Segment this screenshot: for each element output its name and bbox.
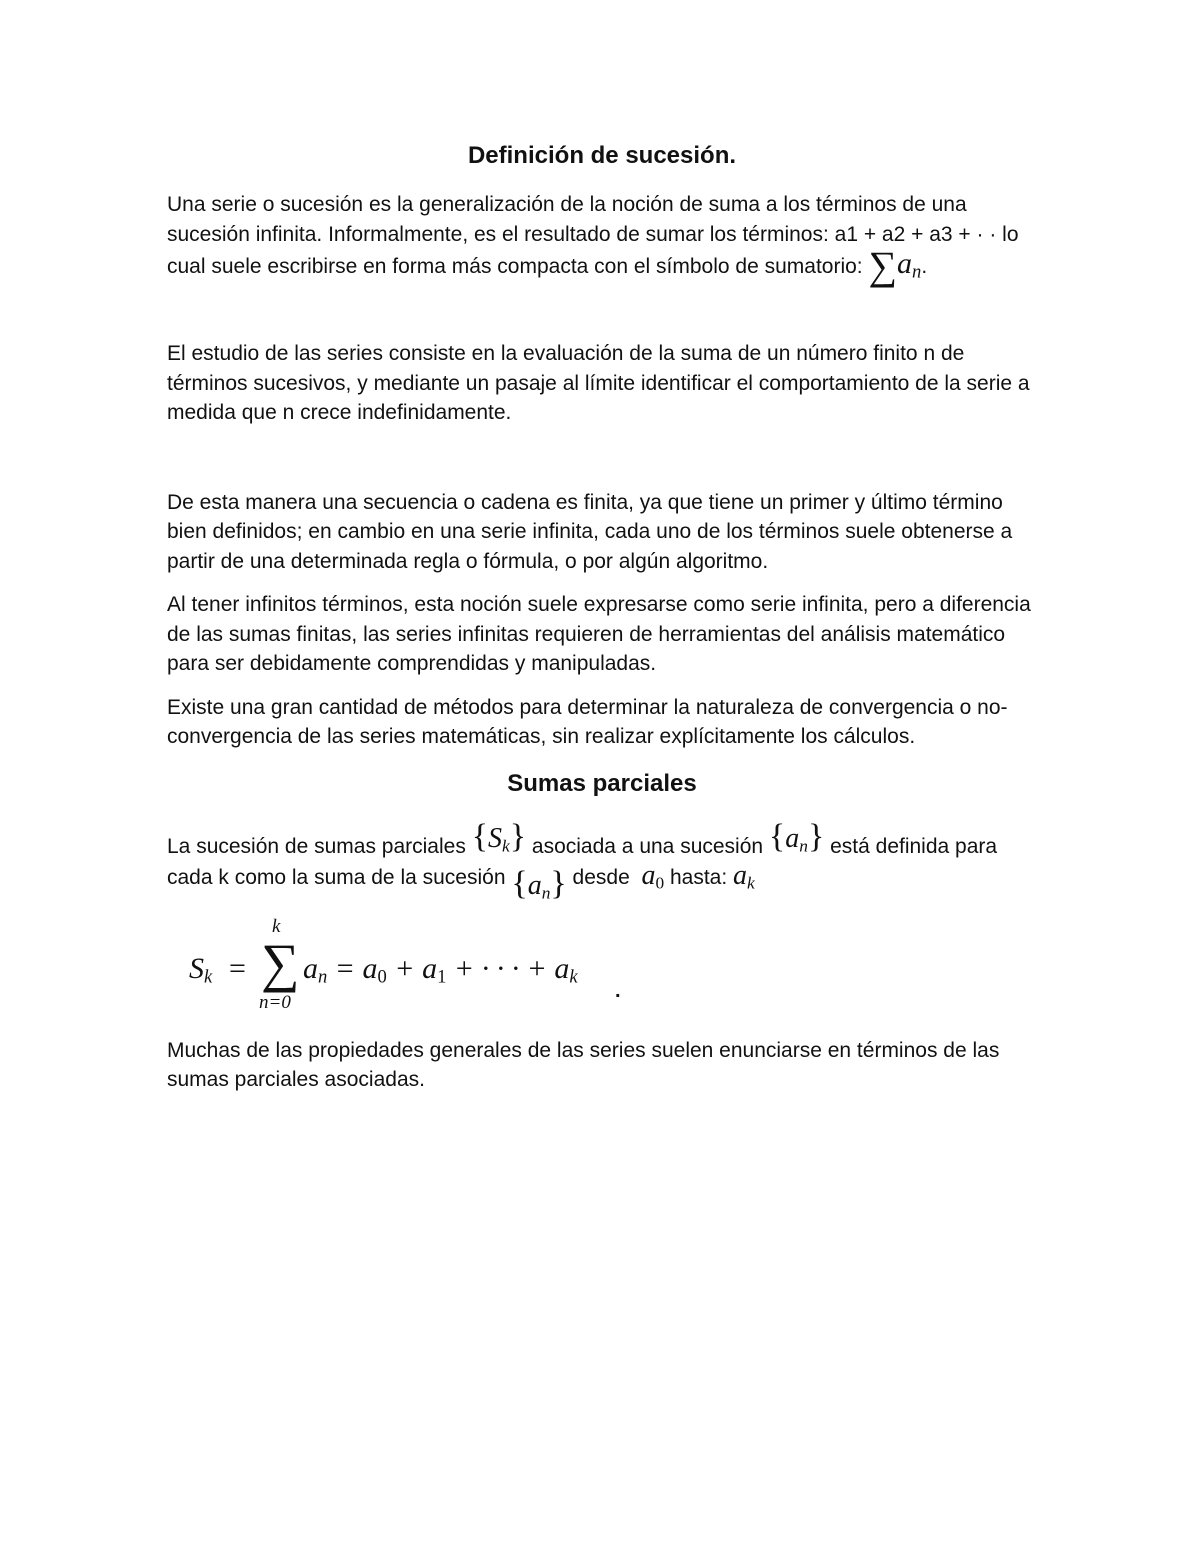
document-page [167, 138, 1037, 1095]
sumas-text-c: está definida para cada k como la suma de la sucesión [167, 834, 998, 890]
inline-term-a [897, 247, 922, 283]
math-set-an: $\{a_n\}$ [768, 817, 825, 855]
paragraph-propiedades: Muchas de las propiedades generales de las series suelen enunciarse en términos de las sumas parciales asociadas. [167, 1038, 1000, 1092]
period: . [921, 255, 928, 278]
formula-upper-limit: k [272, 915, 281, 937]
paragraph-infinitos-terminos: Al tener infinitos términos, esta noción suele expresarse como serie infinita, pero a diferencia de las sumas finitas, las series infinitas requieren de herramientas del análisis matemático para ser debidamente comprendidas y manipuladas. [167, 593, 1031, 676]
math-a0: $a_0$ [641, 860, 665, 893]
math-set-Sk: $\{S_k\}$ [471, 817, 527, 855]
partial-sum-formula [189, 915, 1037, 1022]
paragraph-definicion [167, 190, 1037, 287]
sumas-text-e: hasta: [669, 866, 728, 890]
formula-lhs: $S_k$ [189, 951, 213, 988]
formula-trailing-dot: . [615, 979, 621, 1002]
math-set-an-2: $\{a_n\}$ [511, 865, 567, 903]
sigma-symbol: ∑ [868, 243, 898, 288]
sumas-text-a: La sucesión de sumas parciales [167, 834, 466, 858]
title-sumas-parciales: Sumas parciales [507, 769, 697, 797]
formula-rhs: $a_n = a_0 + a_1$ + · · · + $a_k$ [303, 951, 578, 988]
term-a-letter: a [897, 247, 913, 280]
paragraph-sumas-parciales [167, 817, 1037, 908]
formula-sigma: ∑ [261, 932, 300, 993]
sumas-text-d: desde [572, 866, 630, 890]
sumas-text-b: asociada a una sucesión [531, 834, 764, 858]
term-a-index: n [912, 261, 922, 283]
paragraph-estudio-series: El estudio de las series consiste en la evaluación de la suma de un número finito n de términos sucesivos, y mediante un pasaje al límite identificar el comportamiento de la serie a medida que n crece indefinidamente. [167, 342, 1030, 425]
paragraph-metodos-convergencia: Existe una gran cantidad de métodos para determinar la naturaleza de convergencia o no-convergencia de las series matemáticas, sin realizar explícitamente los cálculos. [167, 695, 1008, 749]
formula-equals: = [229, 951, 246, 985]
paragraph-secuencia-finita: De esta manera una secuencia o cadena es finita, ya que tiene un primer y último término bien definidos; en cambio en una serie infinita, cada uno de los términos suele obtenerse a partir de una determinada regla o fórmula, o por algún algoritmo. [167, 490, 1013, 573]
math-ak: $a_k$ [733, 860, 755, 893]
title-definicion-sucesion: Definición de sucesión. [467, 142, 737, 169]
paragraph-definicion-text: Una serie o sucesión es la generalización de la noción de suma a los términos de una sucesión infinita. Informalmente, es el resultado de sumar los términos: a1 + a2 + a3 + · · lo cual suele escribirse en forma más compacta con el símbolo de sumatorio: [167, 193, 1019, 278]
formula-lower-limit: n=0 [259, 991, 291, 1013]
